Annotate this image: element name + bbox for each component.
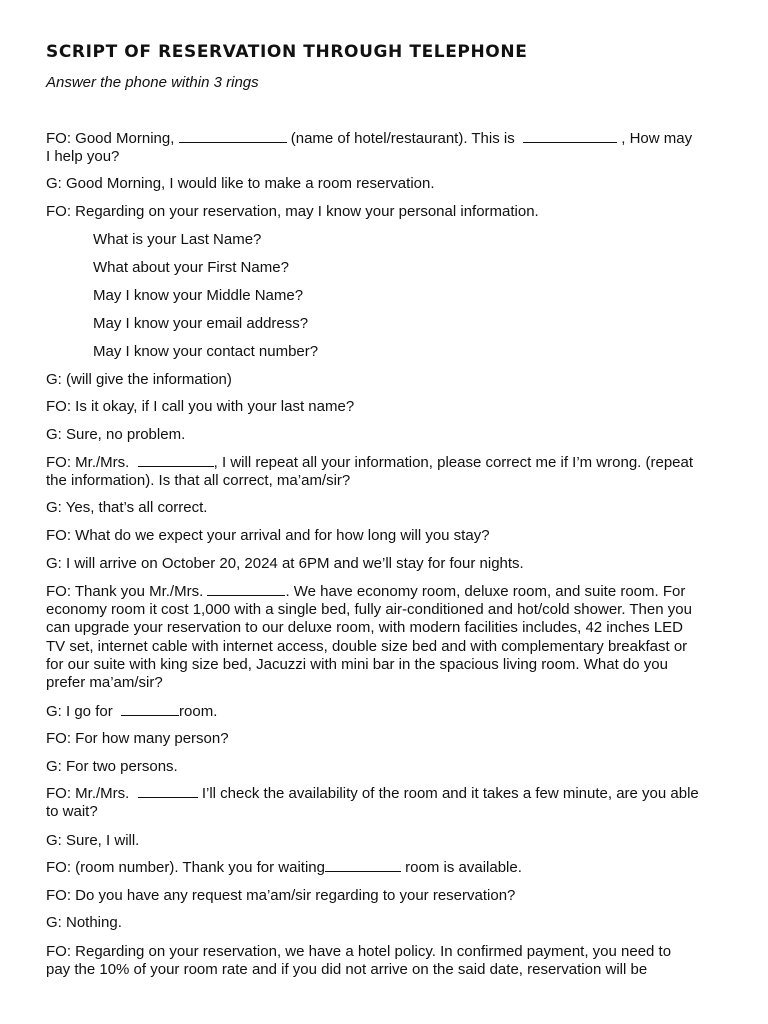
text: FO: Regarding on your reservation, we have a hotel policy. In confirmed payment, you need to [46, 943, 672, 960]
paragraph [46, 943, 671, 979]
text: G: I go for [46, 703, 113, 720]
paragraph: FO: For how many person? [46, 730, 229, 747]
text: for our suite with king size bed, Jacuzzi with mini bar in the spacious living room. What do you [46, 655, 668, 673]
paragraph [46, 785, 699, 821]
blank-line [138, 785, 198, 798]
text: economy room it cost 1,000 with a single bed, fully air-conditioned and hot/cold shower. Then you [46, 601, 692, 619]
question-item: What is your Last Name? [93, 231, 262, 248]
paragraph: G: For two persons. [46, 758, 178, 775]
text: the information). Is that all correct, ma’am/sir? [46, 472, 351, 490]
document-title: SCRIPT OF RESERVATION THROUGH TELEPHONE [46, 42, 528, 62]
text: FO: Good Morning, [46, 130, 175, 147]
blank-line [121, 703, 179, 716]
text: FO: Mr./Mrs. [46, 454, 130, 471]
paragraph: G: Sure, I will. [46, 832, 140, 849]
text: FO: Thank you Mr./Mrs. [46, 583, 204, 600]
text: TV set, internet cable with internet access, double size bed and with complementary breakfast or [46, 637, 688, 655]
text: FO: Mr./Mrs. [46, 785, 130, 802]
question-item: May I know your Middle Name? [93, 287, 304, 304]
text: can upgrade your reservation to our deluxe room, with modern facilities includes, 42 inches LED [46, 619, 684, 637]
paragraph: G: Sure, no problem. [46, 426, 186, 443]
paragraph [46, 454, 693, 490]
paragraph [46, 703, 217, 721]
text: to wait? [46, 803, 98, 821]
paragraph: G: Nothing. [46, 914, 122, 931]
text: I help you? [46, 148, 120, 166]
text: room. [179, 703, 218, 720]
blank-line [179, 130, 287, 143]
paragraph [46, 859, 522, 877]
blank-line [207, 583, 285, 596]
question-item: May I know your contact number? [93, 343, 319, 360]
blank-line [325, 859, 401, 872]
text: , I will repeat all your information, please correct me if I’m wrong. (repeat [213, 454, 694, 471]
text: . We have economy room, deluxe room, and suite room. For [285, 583, 686, 600]
text: prefer ma’am/sir? [46, 674, 163, 692]
paragraph: G: I will arrive on October 20, 2024 at 6PM and we’ll stay for four nights. [46, 555, 524, 572]
paragraph: FO: Do you have any request ma’am/sir regarding to your reservation? [46, 887, 516, 904]
paragraph [46, 130, 692, 166]
paragraph: FO: Regarding on your reservation, may I know your personal information. [46, 203, 539, 220]
paragraph [46, 583, 692, 692]
blank-line [138, 454, 214, 467]
paragraph: G: Yes, that’s all correct. [46, 499, 208, 516]
question-item: May I know your email address? [93, 315, 309, 332]
text: room is available. [405, 859, 522, 876]
blank-line [523, 130, 617, 143]
text: , How may [621, 130, 693, 147]
paragraph: FO: What do we expect your arrival and for how long will you stay? [46, 527, 490, 544]
paragraph: G: Good Morning, I would like to make a room reservation. [46, 175, 435, 192]
text: pay the 10% of your room rate and if you did not arrive on the said date, reservation will be [46, 961, 648, 979]
question-item: What about your First Name? [93, 259, 289, 276]
document-subtitle: Answer the phone within 3 rings [46, 74, 259, 91]
paragraph: FO: Is it okay, if I call you with your last name? [46, 398, 355, 415]
text: FO: (room number). Thank you for waiting [46, 859, 325, 876]
text: (name of hotel/restaurant). This is [290, 130, 515, 147]
text: I’ll check the availability of the room and it takes a few minute, are you able [201, 785, 699, 802]
paragraph: G: (will give the information) [46, 371, 232, 388]
